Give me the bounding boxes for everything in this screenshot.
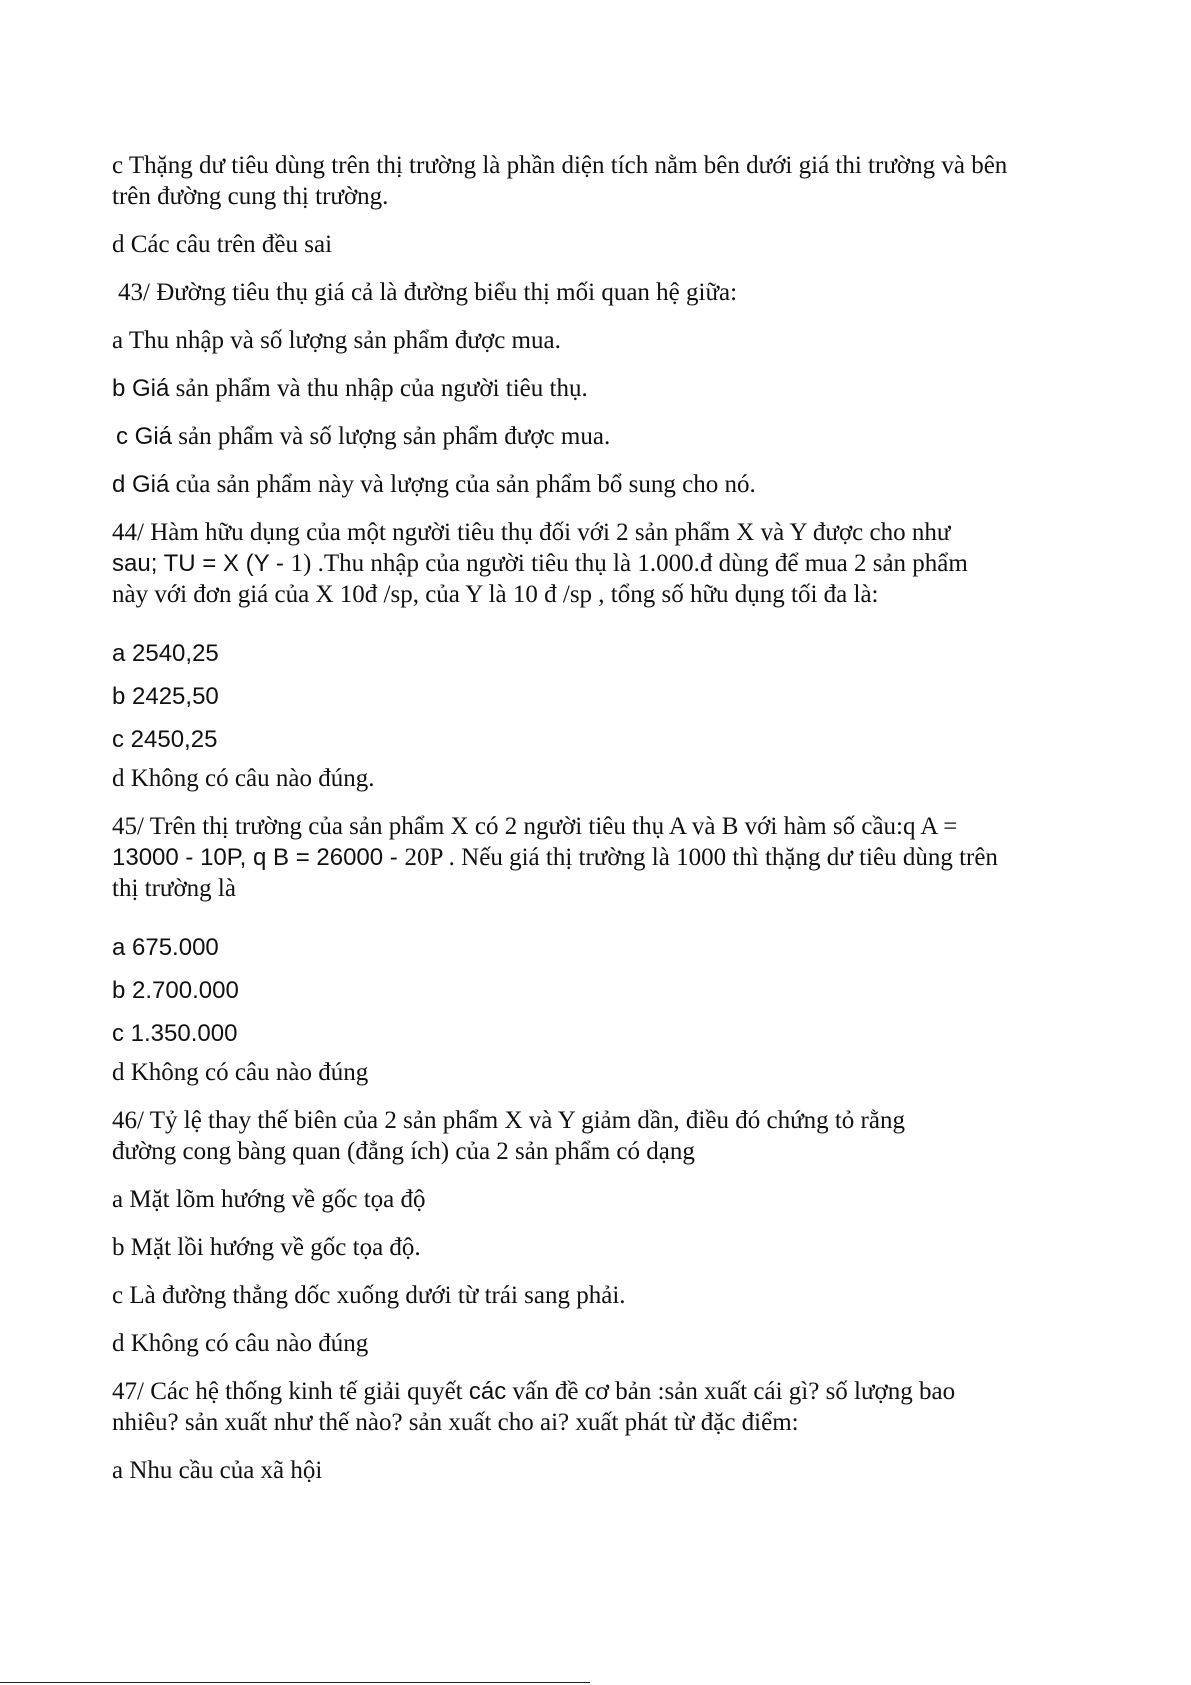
answer-42d: d Các câu trên đều sai xyxy=(112,231,333,258)
question-46-line2: đường cong bàng quan (đẳng ích) của 2 sản phẩm có dạng xyxy=(112,1138,695,1165)
answer-43d-text: của sản phẩm này và lượng của sản phẩm bổ sung cho nó. xyxy=(169,471,756,498)
document-page xyxy=(112,150,1112,1486)
answer-43c-prefix: c Giá xyxy=(116,423,173,450)
answer-43b-prefix: b Giá xyxy=(112,375,170,402)
question-44-line2-text: 1) .Thu nhập của người tiêu thụ là 1.000.đ dùng để mua 2 sản phẩm xyxy=(290,550,968,577)
question-47-line2: nhiêu? sản xuất như thế nào? sản xuất cho ai? xuất phát từ đặc điểm: xyxy=(112,1409,799,1436)
answer-45d: d Không có câu nào đúng xyxy=(112,1059,369,1086)
answer-42c-line2: trên đường cung thị trường. xyxy=(112,183,389,210)
question-47-line1-b: các xyxy=(468,1378,507,1405)
answer-43c xyxy=(112,421,1112,452)
answer-44b: b 2425,50 xyxy=(112,683,219,710)
answer-46c: c Là đường thẳng dốc xuống dưới từ trái sang phải. xyxy=(112,1282,626,1309)
question-44-formula: sau; TU = X (Y - xyxy=(112,550,291,577)
answer-44d: d Không có câu nào đúng. xyxy=(112,765,375,792)
answer-42c-line1: c Thặng dư tiêu dùng trên thị trường là phần diện tích nằm bên dưới giá thi trường và bên xyxy=(112,152,1008,179)
answer-43d-prefix: d Giá xyxy=(112,471,170,498)
question-45-line2-text: 20P . Nếu giá thị trường là 1000 thì thặng dư tiêu dùng trên xyxy=(404,844,998,871)
question-47-line1 xyxy=(112,1376,1112,1407)
answer-45a: a 675.000 xyxy=(112,934,219,961)
answer-43b xyxy=(112,373,1112,404)
footer-divider xyxy=(0,1682,590,1683)
question-45-line1: 45/ Trên thị trường của sản phẩm X có 2 người tiêu thụ A và B với hàm số cầu:q A = xyxy=(112,813,958,840)
question-47-line1-a: 47/ Các hệ thống kinh tế giải quyết xyxy=(112,1378,469,1405)
question-44-line2 xyxy=(112,548,1112,579)
question-47-line1-c: vấn đề cơ bản :sản xuất cái gì? số lượng bao xyxy=(506,1378,956,1405)
answer-46a: a Mặt lõm hướng về gốc tọa độ xyxy=(112,1186,426,1213)
question-45-line3: thị trường là xyxy=(112,875,236,902)
question-45-line2 xyxy=(112,842,1112,873)
answer-44c: c 2450,25 xyxy=(112,726,218,753)
answer-45c: c 1.350.000 xyxy=(112,1020,238,1047)
answer-43c-text: sản phẩm và số lượng sản phẩm được mua. xyxy=(172,423,611,450)
question-44-line3: này với đơn giá của X 10đ /sp, của Y là 10 đ /sp , tổng số hữu dụng tối đa là: xyxy=(112,581,879,608)
answer-46b: b Mặt lồi hướng về gốc tọa độ. xyxy=(112,1234,421,1261)
question-43: 43/ Đường tiêu thụ giá cả là đường biểu thị mối quan hệ giữa: xyxy=(118,279,738,306)
question-45-formula: 13000 - 10P, q B = 26000 - xyxy=(112,844,405,871)
answer-43b-text: sản phẩm và thu nhập của người tiêu thụ. xyxy=(169,375,588,402)
answer-44a: a 2540,25 xyxy=(112,640,219,667)
answer-45b: b 2.700.000 xyxy=(112,977,239,1004)
question-46-line1: 46/ Tỷ lệ thay thế biên của 2 sản phẩm X và Y giảm dần, điều đó chứng tỏ rằng xyxy=(112,1107,905,1134)
answer-43a: a Thu nhập và số lượng sản phẩm được mua. xyxy=(112,327,561,354)
question-44-line1: 44/ Hàm hữu dụng của một người tiêu thụ đối với 2 sản phẩm X và Y được cho như xyxy=(112,519,951,546)
answer-47a: a Nhu cầu của xã hội xyxy=(112,1457,323,1484)
answer-43d xyxy=(112,469,1112,500)
answer-46d: d Không có câu nào đúng xyxy=(112,1330,369,1357)
